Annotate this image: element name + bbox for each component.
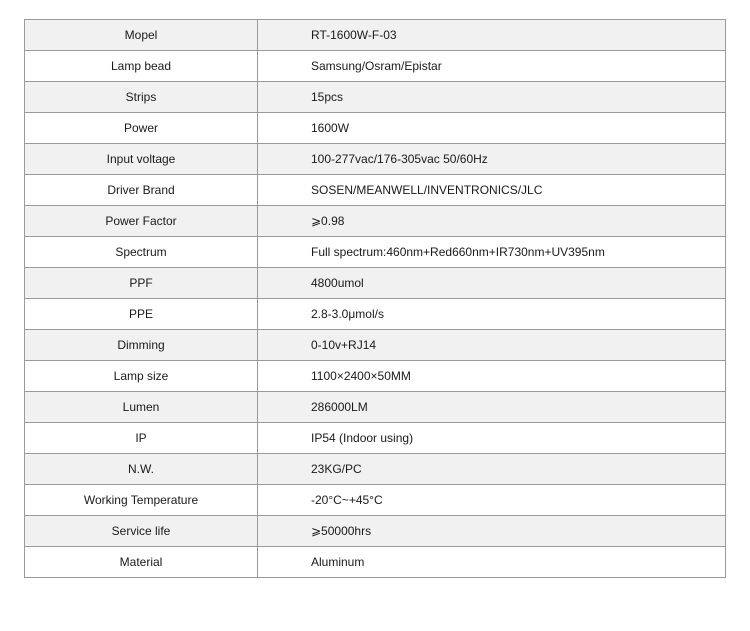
table-row: [25, 175, 726, 206]
row-value: 0-10v+RJ14: [258, 330, 726, 361]
row-value: Aluminum: [258, 547, 726, 578]
table-row: [25, 330, 726, 361]
table-row: [25, 268, 726, 299]
table-row: [25, 516, 726, 547]
table-row: [25, 454, 726, 485]
row-value: 4800umol: [258, 268, 726, 299]
row-value: 286000LM: [258, 392, 726, 423]
row-label: IP: [25, 423, 258, 454]
row-value: 1100×2400×50MM: [258, 361, 726, 392]
row-value: -20°C~+45°C: [258, 485, 726, 516]
table-row: [25, 113, 726, 144]
table-row: [25, 299, 726, 330]
table-row: [25, 20, 726, 51]
row-value: 1600W: [258, 113, 726, 144]
table-row: [25, 206, 726, 237]
row-label: Driver Brand: [25, 175, 258, 206]
table-row: [25, 423, 726, 454]
row-label: Lamp bead: [25, 51, 258, 82]
row-value: ⩾50000hrs: [258, 516, 726, 547]
table-row: [25, 82, 726, 113]
row-label: Material: [25, 547, 258, 578]
table-row: [25, 237, 726, 268]
row-label: N.W.: [25, 454, 258, 485]
row-value: SOSEN/MEANWELL/INVENTRONICS/JLC: [258, 175, 726, 206]
row-label: Lumen: [25, 392, 258, 423]
row-value: RT-1600W-F-03: [258, 20, 726, 51]
row-value: 15pcs: [258, 82, 726, 113]
row-value: 23KG/PC: [258, 454, 726, 485]
row-value: 100-277vac/176-305vac 50/60Hz: [258, 144, 726, 175]
table-row: [25, 547, 726, 578]
row-label: Input voltage: [25, 144, 258, 175]
row-value: Samsung/Osram/Epistar: [258, 51, 726, 82]
row-value: IP54 (Indoor using): [258, 423, 726, 454]
row-label: Working Temperature: [25, 485, 258, 516]
row-label: Dimming: [25, 330, 258, 361]
row-label: Strips: [25, 82, 258, 113]
row-label: Spectrum: [25, 237, 258, 268]
row-label: Service life: [25, 516, 258, 547]
row-value: ⩾0.98: [258, 206, 726, 237]
row-value: 2.8-3.0μmol/s: [258, 299, 726, 330]
row-value: Full spectrum:460nm+Red660nm+IR730nm+UV395nm: [258, 237, 726, 268]
row-label: Lamp size: [25, 361, 258, 392]
table-row: [25, 392, 726, 423]
table-row: [25, 485, 726, 516]
row-label: PPE: [25, 299, 258, 330]
row-label: Mopel: [25, 20, 258, 51]
row-label: Power: [25, 113, 258, 144]
table-row: [25, 361, 726, 392]
row-label: PPF: [25, 268, 258, 299]
spec-table: [24, 19, 726, 578]
row-label: Power Factor: [25, 206, 258, 237]
table-row: [25, 144, 726, 175]
table-row: [25, 51, 726, 82]
